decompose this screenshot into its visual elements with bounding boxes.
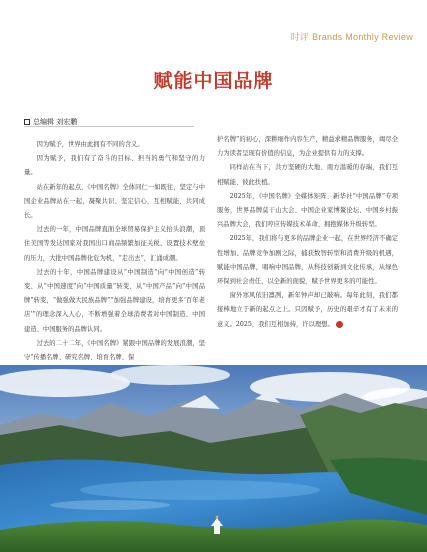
paragraph: 因为赋予，我们有了奋斗的目标、担当的勇气和坚守的力量。 [24,155,205,177]
paragraph: 护名牌”的初心，深耕细作内容生产，精益求精品牌服务，竭尽全力为读者呈现有价值的信息，为企业提供有力的支撑。 [217,136,398,158]
article-column-left [24,138,205,365]
article-title: 赋能中国品牌 [153,70,274,92]
paragraph: 过去的一年，中国品牌直面全球贸易保护主义抬头浪潮，顶住美国等发达国家对我国出口商品频繁加征关税、设置技术壁垒的压力，大批中国品牌化危为机，“走出去”，汇涌成潮。 [24,226,205,262]
mountain-lake-illustration [0,365,427,552]
paragraph: 过去的二十二年，《中国名牌》紧跟中国品牌的发展浪潮，坚守“传播名牌、研究名牌、培育名牌、保 [24,339,205,362]
paragraph-text: 窗外寒风依旧凛冽，新年钟声却已敲响。每年此刻，我们都接棒地立于新的起点之上。只因赋予，历史的艰辛才有了未来的意义。2025，我们互相加持，许以理想。 [217,292,398,328]
paragraph: 站在新年的起点，《中国名牌》全体同仁一如既往，坚定与中国企业品牌站在一起，凝聚共识、坚定信心，互相赋能、共同成长。 [24,183,205,220]
article-end-mark-icon [336,321,343,328]
checkbox-square-icon [24,119,30,125]
article-column-right [217,133,398,332]
paragraph: 2025年，我们将与更多的品牌企业一起，在世界经济不确定性增加、品牌竞争加剧之际，捕获数智转型和消费升级的机遇，赋能中国品牌，唱响中国品牌，从科技创新到文化传承，从绿色环保到社会责任，以全新的面貌，赋予世界更多的可能性。 [217,235,398,286]
paragraph: 因为赋予，世界由此拥有不同的含义。 [36,141,144,148]
paragraph: 同样站在当下，共方坚硬的大地、南方温暖的春瑞，我们互相赋能、彼此扶植。 [217,164,398,186]
paragraph: 2025年，《中国名牌》全媒体矩阵、新华社“中国品牌”专项服务，世界品牌莫干山大会、中国企业家博鳌论坛、中国乡村振兴品牌大会，我们哼应传媒技术革命、拥抱媒体升级转型。 [217,192,398,229]
byline-text: 总编辑 刘宏鹏 [33,118,78,126]
paragraph [217,289,398,332]
magazine-section-header: 时评 Brands Monthly Review [290,32,413,42]
paragraph: 过去的十年，中国品牌建设从“中国制造”向“中国创造”转变、从“中国速度”向“中国质量”转变、从“中国产品”向“中国品牌”转变，“做强做大民族品牌”“加强品牌建设，培育更多‘百年老店’”的理念深入人心，不断增强着全球消费者对中国制造、中国建造、中国服务的品牌认同。 [24,268,205,333]
landscape-photo [0,365,427,552]
byline-divider [24,126,194,127]
